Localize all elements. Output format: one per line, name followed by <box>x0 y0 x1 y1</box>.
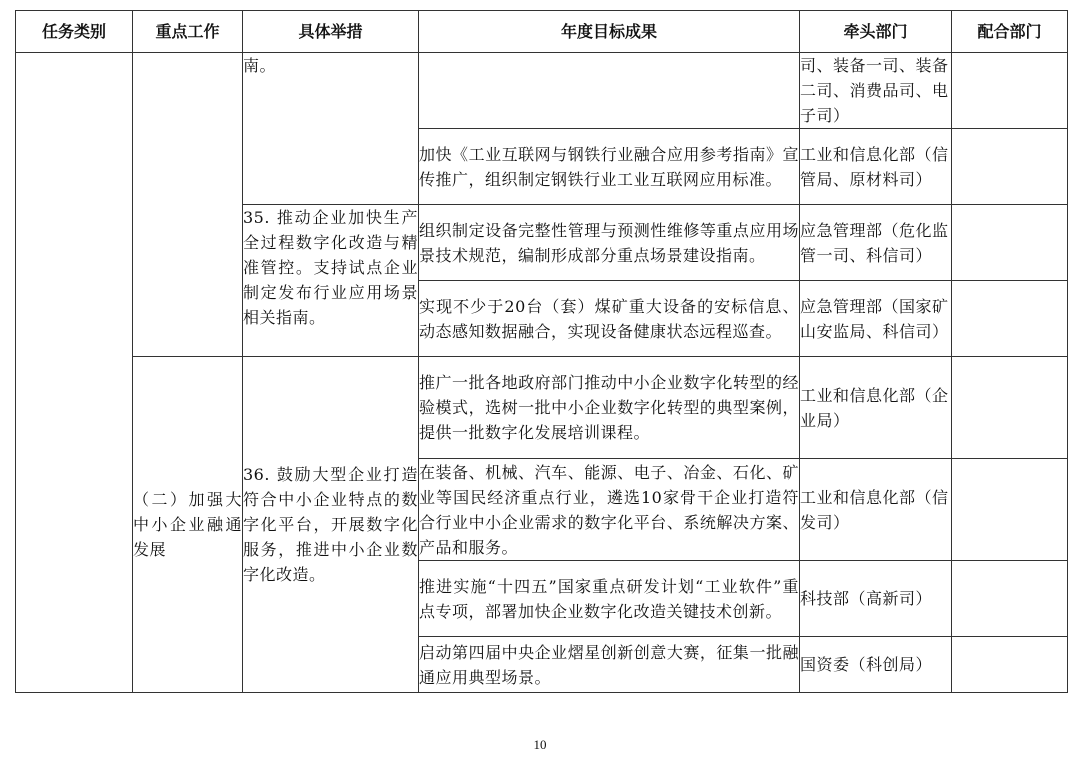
coop-dept-cell <box>952 459 1068 561</box>
goal-cell: 推广一批各地政府部门推动中小企业数字化转型的经验模式，选树一批中小企业数字化转型的典型案例，提供一批数字化发展培训课程。 <box>419 357 800 459</box>
measure-cell: 南。 <box>243 53 419 205</box>
header-lead-dept: 牵头部门 <box>800 11 952 53</box>
goal-cell: 实现不少于20台（套）煤矿重大设备的安标信息、动态感知数据融合，实现设备健康状态远程巡查。 <box>419 281 800 357</box>
coop-dept-cell <box>952 281 1068 357</box>
table-row <box>16 53 1068 129</box>
task-table <box>15 10 1068 693</box>
measure-cell: 36. 鼓励大型企业打造符合中小企业特点的数字化平台，开展数字化服务，推进中小企业数字化改造。 <box>243 357 419 693</box>
coop-dept-cell <box>952 637 1068 693</box>
key-work-cell-blank <box>133 53 243 357</box>
coop-dept-cell <box>952 561 1068 637</box>
coop-dept-cell <box>952 357 1068 459</box>
header-annual-goals: 年度目标成果 <box>419 11 800 53</box>
header-key-work: 重点工作 <box>133 11 243 53</box>
header-coop-dept: 配合部门 <box>952 11 1068 53</box>
lead-dept-cell: 工业和信息化部（信管局、原材料司） <box>800 129 952 205</box>
goal-cell: 推进实施“十四五”国家重点研发计划“工业软件”重点专项，部署加快企业数字化改造关键技术创新。 <box>419 561 800 637</box>
goal-cell: 在装备、机械、汽车、能源、电子、冶金、石化、矿业等国民经济重点行业，遴选10家骨干企业打造符合行业中小企业需求的数字化平台、系统解决方案、产品和服务。 <box>419 459 800 561</box>
table-row <box>16 357 1068 459</box>
coop-dept-cell <box>952 129 1068 205</box>
lead-dept-cell: 应急管理部（危化监管一司、科信司） <box>800 205 952 281</box>
lead-dept-cell: 工业和信息化部（企业局） <box>800 357 952 459</box>
goal-cell: 加快《工业互联网与钢铁行业融合应用参考指南》宣传推广，组织制定钢铁行业工业互联网应用标准。 <box>419 129 800 205</box>
header-task-category: 任务类别 <box>16 11 133 53</box>
task-category-cell <box>16 53 133 693</box>
coop-dept-cell <box>952 205 1068 281</box>
lead-dept-cell: 司、装备一司、装备二司、消费品司、电子司） <box>800 53 952 129</box>
header-measures: 具体举措 <box>243 11 419 53</box>
goal-cell <box>419 53 800 129</box>
goal-cell: 启动第四届中央企业熠星创新创意大赛，征集一批融通应用典型场景。 <box>419 637 800 693</box>
lead-dept-cell: 科技部（高新司） <box>800 561 952 637</box>
page-number: 10 <box>533 737 547 752</box>
table-header-row <box>16 11 1068 53</box>
lead-dept-cell: 工业和信息化部（信发司） <box>800 459 952 561</box>
lead-dept-cell: 国资委（科创局） <box>800 637 952 693</box>
measure-cell: 35. 推动企业加快生产全过程数字化改造与精准管控。支持试点企业制定发布行业应用场景相关指南。 <box>243 205 419 357</box>
lead-dept-cell: 应急管理部（国家矿山安监局、科信司） <box>800 281 952 357</box>
coop-dept-cell <box>952 53 1068 129</box>
key-work-cell: （二）加强大中小企业融通发展 <box>133 357 243 693</box>
goal-cell: 组织制定设备完整性管理与预测性维修等重点应用场景技术规范，编制形成部分重点场景建设指南。 <box>419 205 800 281</box>
